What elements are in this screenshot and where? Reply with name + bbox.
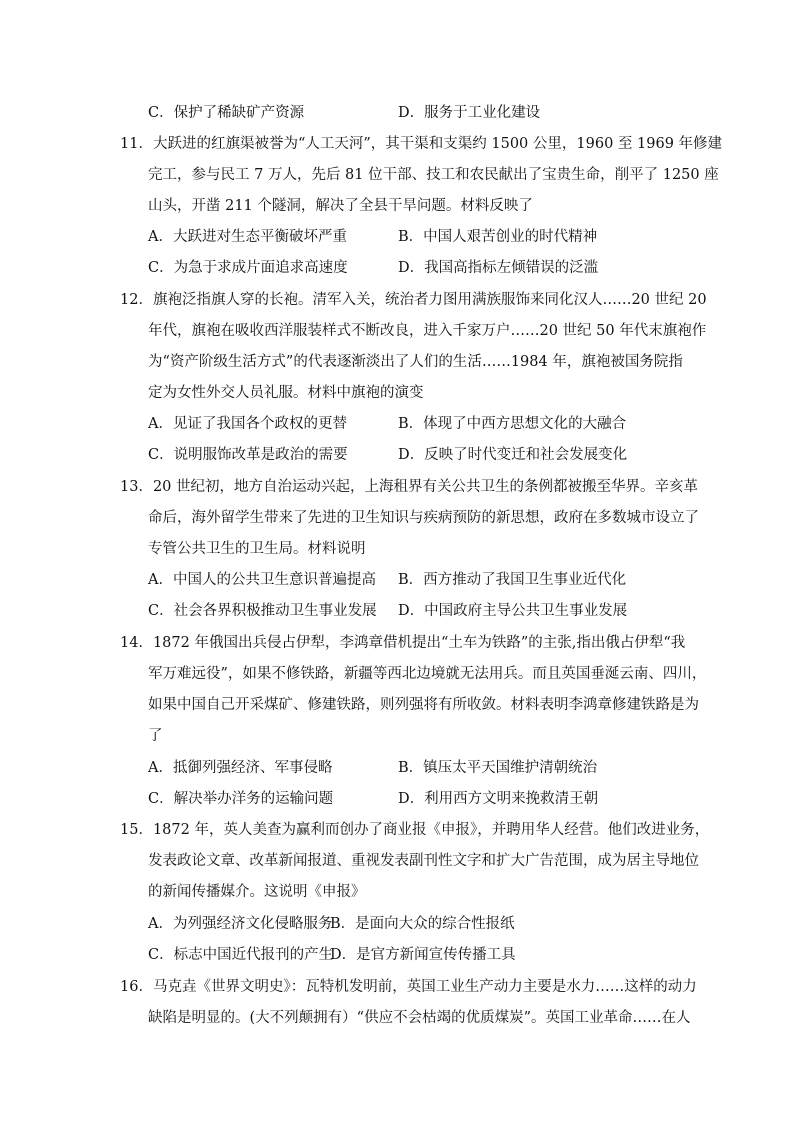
q12-stem-line-1: 12．旗袍泛指旗人穿的长袍。清军入关，统治者力图用满族服饰来同化汉人……20 世纪 20 (120, 292, 707, 308)
q12-option-a: A．见证了我国各个政权的更替 (148, 416, 347, 432)
q15-option-a: A．为列强经济文化侵略服务 (148, 916, 333, 932)
q11-option-c: C．为急于求成片面追求高速度 (148, 260, 348, 276)
q15-option-b: B．是面向大众的综合性报纸 (330, 916, 515, 932)
q14-option-a: A．抵御列强经济、军事侵略 (148, 760, 333, 776)
q11-stem-line-3: 山头，开凿 211 个隧洞，解决了全县干旱问题。材料反映了 (148, 198, 533, 214)
q14-option-c: C．解决举办洋务的运输问题 (148, 791, 334, 807)
q14-stem-line-1: 14．1872 年俄国出兵侵占伊犁，李鸿章借机提出“土车为铁路”的主张,指出俄占伊犁“我 (120, 635, 686, 651)
q11-option-d: D．我国高指标左倾错误的泛滥 (398, 260, 599, 276)
q15-stem-line-1: 15．1872 年，英人美查为赢利而创办了商业报《申报》，并聘用华人经营。他们改进业务， (120, 822, 710, 838)
q16-stem-line-2: 缺陷是明显的。(大不列颠拥有）“供应不会枯竭的优质煤炭”。英国工业革命……在人 (148, 1010, 691, 1026)
q15-stem-line-3: 的新闻传播媒介。这说明《申报》 (148, 884, 366, 900)
q12-stem-line-2: 年代，旗袍在吸收西洋服装样式不断改良，进入千家万户……20 世纪 50 年代末旗袍作 (148, 323, 707, 339)
q12-stem-line-3: 为“资产阶级生活方式”的代表逐渐淡出了人们的生活……1984 年，旗袍被国务院指 (148, 354, 683, 370)
q10-option-d: D．服务于工业化建设 (398, 105, 541, 121)
q13-option-b: B．西方推动了我国卫生事业近代化 (398, 572, 627, 588)
q13-stem-line-2: 命后，海外留学生带来了先进的卫生知识与疾病预防的新思想，政府在多数城市设立了 (148, 510, 699, 526)
q14-stem-line-3: 如果中国自己开采煤矿、修建铁路，则列强将有所收敛。材料表明李鸿章修建铁路是为 (148, 697, 699, 713)
q11-option-a: A．大跃进对生态平衡破坏严重 (148, 229, 347, 245)
q11-stem-line-2: 完工，参与民工 7 万人，先后 81 位干部、技工和农民献出了宝贵生命，削平了 1250 座 (148, 167, 719, 183)
q15-option-d: D．是官方新闻宣传传播工具 (330, 947, 516, 963)
q13-option-c: C．社会各界积极推动卫生事业发展 (148, 603, 377, 619)
q10-option-c: C．保护了稀缺矿产资源 (148, 105, 305, 121)
q13-option-a: A．中国人的公共卫生意识普遍提高 (148, 572, 376, 588)
q13-option-d: D．中国政府主导公共卫生事业发展 (398, 603, 628, 619)
q12-option-d: D．反映了时代变迁和社会发展变化 (398, 447, 628, 463)
q15-stem-line-2: 发表政论文章、改革新闻报道、重视发表副刊性文字和扩大广告范围，成为居主导地位 (148, 853, 699, 869)
q13-stem-line-3: 专管公共卫生的卫生局。材料说明 (148, 541, 366, 557)
q15-option-c: C．标志中国近代报刊的产生 (148, 947, 334, 963)
q11-option-b: B．中国人艰苦创业的时代精神 (398, 229, 598, 245)
q14-option-d: D．利用西方文明来挽救清王朝 (398, 791, 599, 807)
q11-stem-line-1: 11．大跃进的红旗渠被誉为“人工天河”，其干渠和支渠约 1500 公里，1960 至 1969 年修建 (120, 136, 723, 152)
q12-option-c: C．说明服饰改革是政治的需要 (148, 447, 348, 463)
q12-stem-line-4: 定为女性外交人员礼服。材料中旗袍的演变 (148, 385, 424, 401)
q16-stem-line-1: 16．马克垚《世界文明史》：瓦特机发明前，英国工业生产动力主要是水力……这样的动力 (120, 979, 697, 995)
q13-stem-line-1: 13．20 世纪初，地方自治运动兴起，上海租界有关公共卫生的条例都被搬至华界。辛亥革 (120, 479, 699, 495)
q14-option-b: B．镇压太平天国维护清朝统治 (398, 760, 598, 776)
q14-stem-line-2: 军万难远役”，如果不修铁路，新疆等西北边境就无法用兵。而且英国垂涎云南、四川， (148, 666, 707, 682)
q14-stem-line-4: 了 (148, 728, 163, 744)
q12-option-b: B．体现了中西方思想文化的大融合 (398, 416, 627, 432)
